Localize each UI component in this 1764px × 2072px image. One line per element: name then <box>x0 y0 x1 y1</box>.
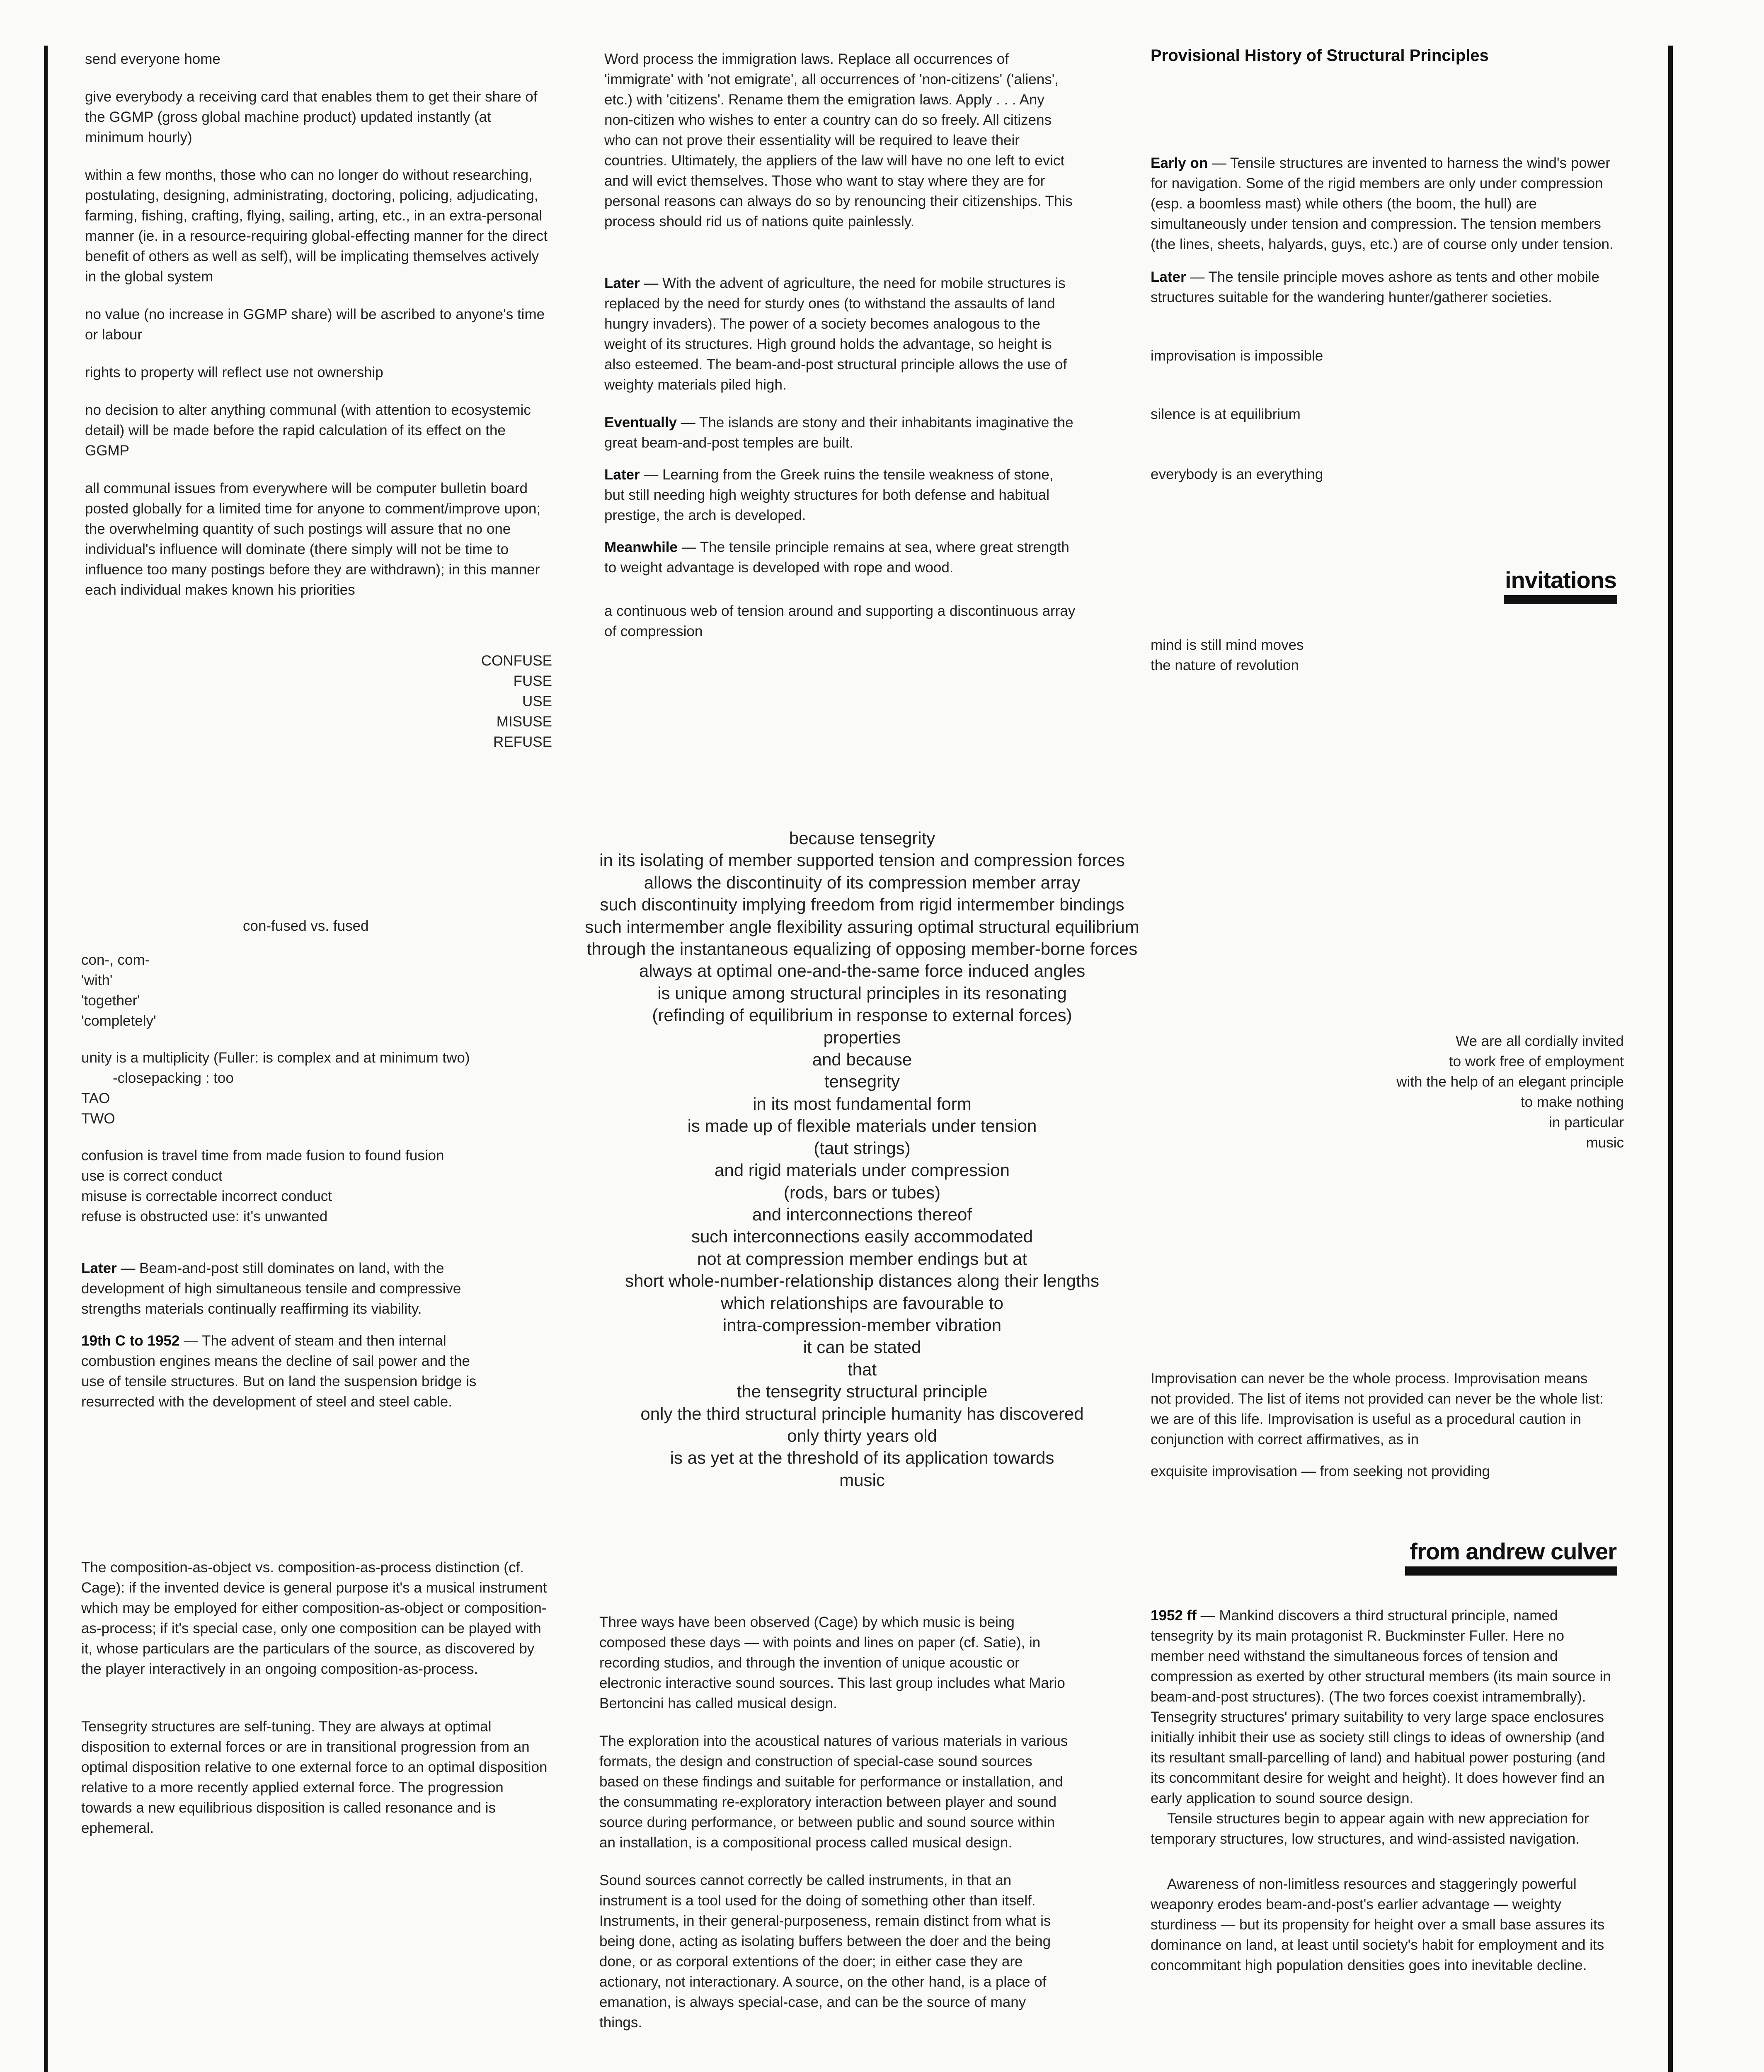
col1-item: no value (no increase in GGMP share) will be ascribed to anyone's time or labour <box>85 306 545 343</box>
poem-line: (taut strings) <box>814 1138 911 1158</box>
history-entry <box>604 412 1077 453</box>
col2-top <box>604 49 1077 659</box>
history-text: — Learning from the Greek ruins the tensile weakness of stone, but still needing high weighty structures for both defense and habitual prestige, the arch is developed. <box>604 467 1054 523</box>
history-text: — Mankind discovers a third structural principle, named tensegrity by its main protagonist R. Buckminster Fuller. Here no member need withstand the simultaneous forces of tension and compression as exerted by other structural members (its main source in beam-and-post structures). (The two forces coexist intramembrally). Tensegrity structures' primary suitability to very large space enclosures initially inhibit their use as society still clings to ideas of ownership (and its resultant small-parcelling of land) and habitual power posturing (and its concommitant desire for weight and height). It does however find an early application to sound source design. <box>1151 1607 1611 1806</box>
confused-heading: con-fused vs. fused <box>243 918 369 934</box>
web-phrase: a continuous web of tension around and supporting a discontinuous array of compression <box>604 603 1076 639</box>
poem-line: (rods, bars or tubes) <box>783 1182 941 1202</box>
mind-lines <box>1151 635 1565 675</box>
section-tab-bar <box>1504 595 1617 604</box>
mind-line: mind is still mind moves <box>1151 637 1304 653</box>
poem-line: which relationships are favourable to <box>721 1293 1003 1313</box>
etym-line: 'together' <box>81 992 140 1009</box>
etym-line: con-, com- <box>81 952 150 968</box>
fuse-word: MISUSE <box>496 714 552 730</box>
invite-line: with the help of an elegant principle <box>1396 1074 1624 1090</box>
left-rule <box>44 46 48 2072</box>
poem-line: is as yet at the threshold of its application towards <box>670 1448 1054 1468</box>
poem-line: music <box>839 1470 885 1490</box>
history-paragraph: Awareness of non-limitless resources and staggeringly powerful weaponry erodes beam-and-post's earlier advantage — weighty sturdiness — but its propensity for height over a small base assures its dominance on land, at least until society's habit for employment and its concommitant high population densities goes into inevitable decline. <box>1151 1876 1605 1973</box>
exquisite-line: exquisite improvisation — from seeking not providing <box>1151 1463 1490 1479</box>
poem-line: in its most fundamental form <box>753 1094 972 1113</box>
music-paragraph: Three ways have been observed (Cage) by which music is being composed these days — with points and lines on paper (cf. Satie), in recording studios, and through the invention of unique acoustic or electronic interactive sound sources. This last group includes what Mario Bertoncini has called musical design. <box>599 1614 1065 1711</box>
fuse-word-stack <box>373 651 552 752</box>
immigration-paragraph: Word process the immigration laws. Replace all occurrences of 'immigrate' with 'not emigrate', all occurrences of 'non-citizens' ('aliens', etc.) with 'citizens'. Rename them the emigration laws. Apply . . . Any non-citizen who wishes to enter a country can do so freely. All citizens who can not prove their essentiality will be required to leave their countries. Ultimately, the appliers of the law will have no one left to evict and will evict themselves. Those who want to stay where they are for personal reasons can always do so by renouncing their citizenships. This process should rid us of nations quite painlessly. <box>604 51 1073 230</box>
poem-line: through the instantaneous equalizing of opposing member-borne forces <box>586 939 1138 959</box>
tao-line: TAO <box>81 1090 110 1106</box>
col1-mid <box>81 950 496 1429</box>
history-text: — With the advent of agriculture, the need for mobile structures is replaced by the need for sturdy ones (to withstand the assaults of land hungry invaders). The power of a society becomes analogous to the weight of its structures. High ground holds the advantage, so height is also esteemed. The beam-and-post structural principle allows the use of weighty materials piled high. <box>604 275 1067 393</box>
def-line: use is correct conduct <box>81 1168 223 1184</box>
poem-line: is made up of flexible materials under tension <box>687 1116 1037 1136</box>
history-entry <box>1151 153 1627 254</box>
history-label: 1952 ff <box>1151 1607 1197 1624</box>
def-line: refuse is obstructed use: it's unwanted <box>81 1208 328 1225</box>
poem-line: tensegrity <box>824 1072 900 1092</box>
history-label: Later <box>604 275 640 291</box>
section-tab-invitations: invitations <box>1505 567 1616 593</box>
col1-item: rights to property will reflect use not ownership <box>85 364 383 380</box>
fuse-word: FUSE <box>513 673 552 689</box>
def-line: confusion is travel time from made fusion to found fusion <box>81 1147 444 1164</box>
history-entry <box>81 1258 496 1319</box>
two-line: TWO <box>81 1111 115 1127</box>
self-tuning-paragraph: Tensegrity structures are self-tuning. They are always at optimal disposition to external forces or are in transitional progression from an optimal disposition relative to one external force to an optimal disposition relative to a more recently applied external force. The progression towards a new equilibrious disposition is called resonance and is ephemeral. <box>81 1719 548 1836</box>
invite-line: to make nothing <box>1520 1094 1624 1110</box>
history-entry <box>1151 267 1627 307</box>
poem-line: and interconnections thereof <box>752 1204 972 1224</box>
fuse-word: REFUSE <box>493 734 552 750</box>
poem-line: because tensegrity <box>789 828 935 848</box>
fuse-word: USE <box>522 693 552 709</box>
invite-line: music <box>1586 1135 1624 1151</box>
col1-item: within a few months, those who can no longer do without researching, postulating, designing, administrating, doctoring, policing, adjudicating, farming, fishing, crafting, flying, sailing, arting, etc., in an extra-personal manner (ie. in a resource-requiring global-effecting manner for the direct benefit of others as well as self), will be implicating themselves actively in the global system <box>85 167 548 285</box>
poem-line: the tensegrity structural principle <box>737 1382 988 1402</box>
history-entry <box>1151 1605 1615 1808</box>
music-paragraph: The exploration into the acoustical natures of various materials in various formats, the design and construction of special-case sound sources based on these findings and suitable for performance or installation, and the consummating re-exploratory interaction between player and sound source during performance, or between public and sound source within an installation, is a compositional process called musical design. <box>599 1733 1068 1851</box>
history-text: — The advent of steam and then internal combustion engines means the decline of sail power and the use of tensile structures. But on land the suspension bridge is resurrected with the development of steel and steel cable. <box>81 1333 477 1410</box>
improvisation-block <box>1151 1368 1606 1499</box>
closepacking-line: -closepacking : too <box>113 1070 234 1086</box>
history-paragraph: Tensile structures begin to appear again with new appreciation for temporary structures, low structures, and wind-assisted navigation. <box>1151 1811 1589 1847</box>
improvisation-paragraph: Improvisation can never be the whole process. Improvisation means not provided. The list of items not provided can never be the whole list: we are of this life. Improvisation is useful as a procedural caution in conjunction with correct affirmatives, as in <box>1151 1370 1604 1447</box>
history-label: Meanwhile <box>604 539 678 555</box>
poem-line: not at compression member endings but at <box>697 1249 1027 1268</box>
music-paragraph: Sound sources cannot correctly be called instruments, in that an instrument is a tool used for the doing of something other than itself. Instruments, in their general-purposeness, remain distinct from what is being done, acting as isolating buffers between the doer and the being done, or as corporal extentions of the doer; in either case they are actionary, not interactionary. A source, on the other hand, is a place of emanation, is always special-case, and can be the source of many things. <box>599 1872 1051 2031</box>
poem-line: only the third structural principle humanity has discovered <box>640 1404 1084 1423</box>
col1-item: give everybody a receiving card that enables them to get their share of the GGMP (gross global machine product) updated instantly (at minimum hourly) <box>85 89 538 145</box>
invite-line: in particular <box>1549 1114 1624 1130</box>
col1-item: all communal issues from everywhere will be computer bulletin board posted globally for a limited time for anyone to comment/improve upon; the overwhelming quantity of such postings will assure that no one individual's influence will dominate (there simply will not be time to influence too many postings before they are withdrawn); in this manner each individual makes known his priorities <box>85 480 541 598</box>
invite-line: We are all cordially invited <box>1456 1033 1624 1049</box>
page-title: Provisional History of Structural Principles <box>1151 46 1489 65</box>
poem-line: (refinding of equilibrium in response to external forces) <box>652 1005 1072 1025</box>
col1-top-list <box>85 49 549 617</box>
poem-line: is unique among structural principles in its resonating <box>657 983 1067 1003</box>
history-entry <box>81 1331 496 1412</box>
col1-bottom <box>81 1557 550 1856</box>
history-text: — Tensile structures are invented to harness the wind's power for navigation. Some of the rigid members are only under compression (esp. a boomless mast) while others (the boom, the hull) are simultaneously under tension and compression. The tension members (the lines, sheets, halyards, guys, etc.) are of course only under tension. <box>1151 155 1614 252</box>
poem-line: short whole-number-relationship distances along their lengths <box>625 1271 1099 1291</box>
poem-line: and rigid materials under compression <box>714 1160 1010 1180</box>
col1-item: no decision to alter anything communal (with attention to ecosystemic detail) will be made before the rapid calculation of its effect on the GGMP <box>85 402 531 459</box>
composition-paragraph: The composition-as-object vs. composition-as-process distinction (cf. Cage): if the invented device is general purpose it's a musical instrument which may be employed for either composition-as-object or composition-as-process; if it's special case, only one composition can be played with it, whose particulars are the particulars of the source, as discovered by the player interactively in an ongoing composition-as-process. <box>81 1559 547 1677</box>
etym-line: 'completely' <box>81 1013 156 1029</box>
poem-line: always at optimal one-and-the-same force induced angles <box>639 961 1086 981</box>
history-entry <box>604 465 1077 525</box>
history-text: — The tensile principle moves ashore as tents and other mobile structures suitable for the wandering hunter/gatherer societies. <box>1151 269 1599 305</box>
fuse-word: CONFUSE <box>481 653 552 669</box>
col3-bottom <box>1151 1605 1615 1993</box>
history-text: — The islands are stony and their inhabitants imaginative the great beam-and-post temples are built. <box>604 414 1073 451</box>
phrase: everybody is an everything <box>1151 466 1323 482</box>
mind-line: the nature of revolution <box>1151 657 1299 673</box>
col1-item: send everyone home <box>85 51 220 67</box>
history-label: 19th C to 1952 <box>81 1333 180 1349</box>
poem-line: such intermember angle flexibility assuring optimal structural equilibrium <box>585 917 1139 937</box>
poem-line: intra-compression-member vibration <box>722 1315 1002 1335</box>
history-entry <box>604 273 1077 395</box>
poem-line: properties <box>823 1027 901 1047</box>
etym-line: 'with' <box>81 972 113 988</box>
poem-line: in its isolating of member supported tension and compression forces <box>599 850 1125 870</box>
phrase: silence is at equilibrium <box>1151 406 1301 422</box>
history-label: Later <box>604 467 640 483</box>
history-label: Later <box>81 1260 117 1276</box>
unity-line: unity is a multiplicity (Fuller: is complex and at minimum two) <box>81 1050 470 1066</box>
history-entry <box>604 537 1077 578</box>
history-label: Eventually <box>604 414 677 431</box>
history-text: — The tensile principle remains at sea, where great strength to weight advantage is developed with rope and wood. <box>604 539 1069 576</box>
invitation-verse <box>1326 1031 1624 1153</box>
poem-line: only thirty years old <box>787 1426 937 1445</box>
history-label: Later <box>1151 269 1186 285</box>
section-tab-culver: from andrew culver <box>1410 1538 1616 1564</box>
right-rule <box>1668 46 1673 2072</box>
poem-line: allows the discontinuity of its compression member array <box>644 872 1081 892</box>
phrase: improvisation is impossible <box>1151 348 1323 364</box>
poem-line: such interconnections easily accommodated <box>691 1227 1033 1247</box>
section-tab-bar <box>1405 1566 1617 1576</box>
poem-line: it can be stated <box>803 1337 921 1357</box>
poem-line: such discontinuity implying freedom from rigid intermember bindings <box>600 895 1124 915</box>
tensegrity-poem <box>510 827 1214 1491</box>
poem-line: that <box>847 1359 877 1379</box>
history-label: Early on <box>1151 155 1208 171</box>
poem-line: and because <box>812 1050 912 1070</box>
col3-top <box>1151 46 1627 502</box>
def-line: misuse is correctable incorrect conduct <box>81 1188 332 1204</box>
history-text: — Beam-and-post still dominates on land, with the development of high simultaneous tensile and compressive strengths materials continually reaffirming its viability. <box>81 1260 461 1317</box>
invite-line: to work free of employment <box>1449 1053 1624 1070</box>
col2-bottom <box>599 1612 1072 2050</box>
